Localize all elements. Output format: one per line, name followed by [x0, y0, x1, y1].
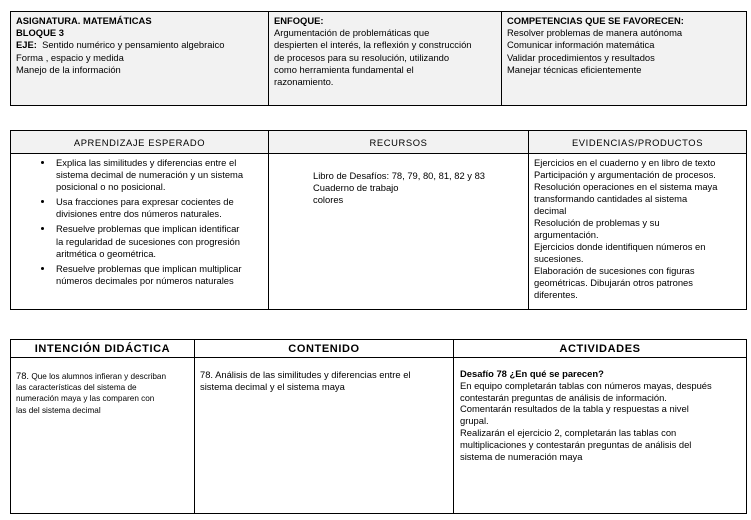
actividad-line: Realizarán el ejercicio 2, completarán las tablas con — [460, 426, 677, 438]
recursos-header: RECURSOS — [269, 131, 529, 154]
evidencia-line: Participación y argumentación de procesos. — [534, 169, 716, 180]
list-item-line: aritmética o geométrica. — [56, 247, 157, 259]
enfoque-line: de procesos para su resolución, utilizando — [274, 51, 450, 63]
actividad-line: Comentarán resultados de la tabla y respuestas a nivel — [460, 403, 689, 415]
intencion-cell — [11, 358, 195, 514]
recurso-line: Cuaderno de trabajo — [313, 182, 399, 194]
list-item-line: divisiones entre dos números naturales. — [56, 208, 222, 220]
actividad-line: sistema de numeración maya — [460, 450, 583, 462]
competencia-line: Resolver problemas de manera autónoma — [507, 27, 683, 39]
list-item-line: sistema decimal de numeración y un sistema — [56, 169, 244, 181]
enfoque-cell — [269, 12, 502, 106]
competencias-cell — [502, 12, 747, 106]
recurso-line: Libro de Desafíos: 78, 79, 80, 81, 82 y 83 — [313, 170, 485, 181]
intencion-line: Que los alumnos infieran y describan — [29, 372, 167, 381]
learning-table — [10, 130, 747, 310]
list-item — [54, 196, 268, 220]
list-item-line: números decimales por números naturales — [56, 274, 234, 286]
actividad-line: multiplicaciones y contestarán preguntas de análisis del — [460, 438, 692, 450]
evidencia-line: Ejercicios en el cuaderno y en libro de texto — [534, 157, 716, 168]
activities-table — [10, 339, 747, 514]
eje-line: Forma , espacio y medida — [16, 51, 124, 63]
enfoque-line: despierten el interés, la reflexión y construcción — [274, 39, 472, 51]
bloque-label: BLOQUE 3 — [16, 27, 64, 39]
intencion-line: las del sistema decimal — [16, 405, 101, 415]
competencia-line: Manejar técnicas eficientemente — [507, 63, 642, 75]
actividad-line: En equipo completarán tablas con números mayas, después — [460, 379, 712, 391]
intencion-line: numeración maya y las comparen con — [16, 394, 155, 404]
actividades-title: Desafío 78 ¿En qué se parecen? — [460, 368, 604, 379]
evidencia-line: diferentes. — [534, 289, 578, 300]
evidencia-line: Resolución de problemas y su — [534, 217, 660, 228]
recurso-line: colores — [313, 194, 344, 206]
evidencia-line: Elaboración de sucesiones con figuras — [534, 265, 695, 276]
aprendizaje-header: APRENDIZAJE ESPERADO — [11, 131, 269, 154]
enfoque-line: como herramienta fundamental el — [274, 63, 414, 75]
evidencias-header: EVIDENCIAS/PRODUCTOS — [529, 131, 747, 154]
evidencia-line: sucesiones. — [534, 253, 584, 264]
evidencia-line: decimal — [534, 205, 567, 216]
list-item — [54, 223, 268, 259]
eje-label: EJE: — [16, 39, 37, 51]
actividad-line: grupal. — [460, 415, 489, 427]
list-item-line: la regularidad de sucesiones con progresión — [56, 235, 240, 247]
asignatura-label: ASIGNATURA. MATEMÁTICAS — [16, 15, 152, 26]
enfoque-line: razonamiento. — [274, 76, 334, 88]
list-item-line: • Usa fracciones para expresar cocientes de — [56, 196, 234, 208]
intencion-number: 78. — [16, 370, 30, 381]
contenido-header: CONTENIDO — [195, 340, 454, 358]
evidencia-line: argumentación. — [534, 229, 599, 240]
aprendizaje-cell — [11, 154, 269, 310]
list-item-line: posicional o no posicional. — [56, 181, 166, 193]
competencia-line: Comunicar información matemática — [507, 39, 655, 51]
list-item-line: • Explica las similitudes y diferencias entre el — [56, 157, 237, 168]
list-item-line: • Resuelve problemas que implican identificar — [56, 223, 240, 235]
enfoque-line: Argumentación de problemáticas que — [274, 27, 430, 39]
contenido-cell — [195, 358, 454, 514]
list-item — [54, 157, 268, 193]
competencias-label: COMPETENCIAS QUE SE FAVORECEN: — [507, 15, 684, 26]
eje-line: Manejo de la información — [16, 63, 121, 75]
asignatura-cell — [11, 12, 269, 106]
recursos-cell — [269, 154, 529, 310]
enfoque-label: ENFOQUE: — [274, 15, 324, 26]
intencion-line: las características del sistema de — [16, 383, 137, 393]
eje-line: Sentido numérico y pensamiento algebraico — [42, 39, 225, 51]
contenido-line: 78. Análisis de las similitudes y diferencias entre el — [200, 369, 411, 380]
aprendizaje-list — [11, 157, 268, 287]
evidencia-line: geométricas. Dibujarán otros patrones — [534, 277, 693, 288]
competencia-line: Validar procedimientos y resultados — [507, 51, 655, 63]
actividades-header: ACTIVIDADES — [454, 340, 747, 358]
list-item — [54, 263, 268, 287]
list-item-line: • Resuelve problemas que implican multiplicar — [56, 262, 242, 274]
evidencia-line: Ejercicios donde identifiquen números en — [534, 241, 706, 252]
evidencia-line: transformando cantidades al sistema — [534, 193, 688, 204]
actividades-cell — [454, 358, 747, 514]
evidencia-line: Resolución operaciones en el sistema maya — [534, 181, 718, 192]
intencion-header: INTENCIÓN DIDÁCTICA — [11, 340, 195, 358]
header-table — [10, 11, 747, 106]
actividad-line: contestarán preguntas de análisis de información. — [460, 391, 667, 403]
evidencias-cell — [529, 154, 747, 310]
contenido-line: sistema decimal y el sistema maya — [200, 380, 345, 392]
